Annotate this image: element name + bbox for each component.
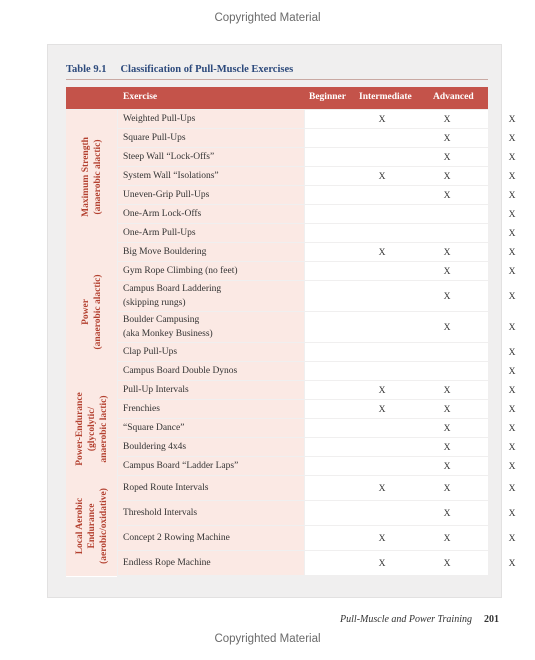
level-cells: [305, 224, 488, 242]
table-row: [117, 381, 516, 400]
table-row: [117, 205, 516, 224]
table-row: [117, 262, 516, 281]
group-label-line: anaerobic lactic): [98, 394, 109, 463]
table-row: [117, 186, 516, 205]
level-cells: [305, 167, 488, 185]
exercise-name: Boulder Campusing: [123, 315, 200, 325]
exercise-cell: [118, 343, 304, 361]
group-label: [80, 274, 104, 349]
beginner-mark: X: [378, 385, 386, 396]
advanced-mark: X: [508, 347, 516, 358]
level-cells: [305, 362, 488, 380]
table-row: [117, 476, 516, 501]
group-label-cell: [66, 476, 117, 577]
table-row: [117, 129, 516, 148]
exercise-name: Campus Board Double Dynos: [123, 366, 238, 376]
table-row: [117, 224, 516, 243]
beginner-mark: X: [378, 558, 386, 569]
intermediate-mark: X: [443, 322, 451, 333]
page-footer: [0, 614, 499, 625]
group-label: [74, 488, 110, 564]
caption-rule: [66, 79, 488, 80]
page-number: 201: [484, 614, 499, 625]
beginner-mark: X: [378, 404, 386, 415]
advanced-mark: X: [508, 404, 516, 415]
intermediate-mark: X: [443, 266, 451, 277]
advanced-mark: X: [508, 209, 516, 220]
table-row: [117, 400, 516, 419]
table-row: [117, 501, 516, 526]
advanced-mark: X: [508, 461, 516, 472]
exercise-cell: [118, 148, 304, 166]
beginner-mark: X: [378, 171, 386, 182]
table-row: [117, 362, 516, 381]
level-cells: [305, 243, 488, 261]
intermediate-mark: X: [443, 291, 451, 302]
exercise-name: Big Move Bouldering: [123, 247, 207, 257]
exercise-cell: [118, 281, 304, 311]
advanced-mark: X: [508, 508, 516, 519]
header-advanced: Advanced: [433, 92, 474, 102]
level-cells: [305, 343, 488, 361]
group-label: [80, 137, 104, 217]
table-row: [117, 438, 516, 457]
exercise-name: “Square Dance”: [123, 423, 185, 433]
intermediate-mark: X: [443, 190, 451, 201]
exercise-cell: [118, 400, 304, 418]
group-label-line: Power: [80, 299, 91, 325]
beginner-mark: X: [378, 247, 386, 258]
group-label-line: (anaerobic alactic): [92, 139, 103, 215]
group-label-cell: [66, 110, 117, 244]
table-row: [117, 281, 516, 312]
group-label-line: (aerobic/oxidative): [98, 488, 109, 564]
group-label-line: (glycolytic/: [86, 406, 97, 451]
exercise-cell: [118, 501, 304, 525]
group-label-cell: [66, 243, 117, 382]
exercise-cell: [118, 224, 304, 242]
level-cells: [305, 262, 488, 280]
table-header-row: [66, 87, 488, 109]
group-label-line: Local Aerobic: [74, 497, 85, 555]
level-cells: [305, 551, 488, 575]
level-cells: [305, 186, 488, 204]
advanced-mark: X: [508, 483, 516, 494]
advanced-mark: X: [508, 114, 516, 125]
exercise-cell: [118, 419, 304, 437]
exercise-cell: [118, 526, 304, 550]
level-cells: [305, 129, 488, 147]
advanced-mark: X: [508, 266, 516, 277]
beginner-mark: X: [378, 114, 386, 125]
intermediate-mark: X: [443, 171, 451, 182]
intermediate-mark: X: [443, 533, 451, 544]
exercise-name: System Wall “Isolations”: [123, 171, 219, 181]
header-exercise: Exercise: [123, 92, 158, 102]
group-label-line: Power-Endurance: [74, 391, 85, 466]
level-cells: [305, 419, 488, 437]
table-row: [117, 312, 516, 343]
advanced-mark: X: [508, 133, 516, 144]
advanced-mark: X: [508, 385, 516, 396]
exercise-name: (skipping rungs): [123, 298, 186, 308]
level-cells: [305, 526, 488, 550]
level-cells: [305, 205, 488, 223]
exercise-cell: [118, 312, 304, 342]
intermediate-mark: X: [443, 404, 451, 415]
advanced-mark: X: [508, 190, 516, 201]
advanced-mark: X: [508, 558, 516, 569]
exercise-cell: [118, 476, 304, 500]
table-row: [117, 526, 516, 551]
header-beginner: Beginner: [309, 92, 346, 102]
exercise-name: Concept 2 Rowing Machine: [123, 533, 230, 543]
exercise-name: Weighted Pull-Ups: [123, 114, 196, 124]
beginner-mark: X: [378, 483, 386, 494]
group-label: [74, 392, 110, 466]
exercise-cell: [118, 551, 304, 575]
intermediate-mark: X: [443, 483, 451, 494]
beginner-mark: X: [378, 533, 386, 544]
intermediate-mark: X: [443, 385, 451, 396]
advanced-mark: X: [508, 442, 516, 453]
level-cells: [305, 110, 488, 128]
level-cells: [305, 400, 488, 418]
table-row: [117, 167, 516, 186]
exercise-cell: [118, 186, 304, 204]
intermediate-mark: X: [443, 114, 451, 125]
level-cells: [305, 148, 488, 166]
copyright-watermark-top: Copyrighted Material: [214, 12, 321, 24]
level-cells: [305, 501, 488, 525]
intermediate-mark: X: [443, 423, 451, 434]
table-row: [117, 110, 516, 129]
table-title: Classification of Pull-Muscle Exercises: [120, 64, 294, 75]
exercise-name: One-Arm Pull-Ups: [123, 228, 196, 238]
advanced-mark: X: [508, 366, 516, 377]
exercise-cell: [118, 262, 304, 280]
level-cells: [305, 312, 488, 342]
table-row: [117, 457, 516, 476]
exercise-name: One-Arm Lock-Offs: [123, 209, 202, 219]
exercise-name: Pull-Up Intervals: [123, 385, 189, 395]
intermediate-mark: X: [443, 508, 451, 519]
level-cells: [305, 457, 488, 475]
group-label-line: (anaerobic alactic): [92, 274, 103, 350]
exercise-name: Campus Board “Ladder Laps”: [123, 461, 239, 471]
exercise-name: Endless Rope Machine: [123, 558, 211, 568]
level-cells: [305, 438, 488, 456]
table-row: [117, 551, 516, 576]
level-cells: [305, 281, 488, 311]
exercise-cell: [118, 438, 304, 456]
exercise-table: [66, 87, 516, 576]
exercise-name: Campus Board Laddering: [123, 284, 222, 294]
exercise-name: Threshold Intervals: [123, 508, 198, 518]
exercise-cell: [118, 110, 304, 128]
exercise-cell: [118, 167, 304, 185]
table-caption: [66, 64, 293, 75]
exercise-name: Square Pull-Ups: [123, 133, 186, 143]
exercise-cell: [118, 381, 304, 399]
advanced-mark: X: [508, 171, 516, 182]
exercise-cell: [118, 205, 304, 223]
level-cells: [305, 476, 488, 500]
intermediate-mark: X: [443, 461, 451, 472]
advanced-mark: X: [508, 291, 516, 302]
exercise-name: Steep Wall “Lock-Offs”: [123, 152, 215, 162]
intermediate-mark: X: [443, 133, 451, 144]
table-row: [117, 243, 516, 262]
header-intermediate: Intermediate: [359, 92, 412, 102]
exercise-name: Clap Pull-Ups: [123, 347, 178, 357]
level-cells: [305, 381, 488, 399]
exercise-cell: [118, 362, 304, 380]
copyright-watermark-bottom: Copyrighted Material: [214, 633, 321, 645]
running-head: Pull-Muscle and Power Training: [340, 614, 472, 625]
advanced-mark: X: [508, 247, 516, 258]
exercise-cell: [118, 243, 304, 261]
advanced-mark: X: [508, 423, 516, 434]
intermediate-mark: X: [443, 152, 451, 163]
advanced-mark: X: [508, 322, 516, 333]
exercise-name: Bouldering 4x4s: [123, 442, 187, 452]
intermediate-mark: X: [443, 442, 451, 453]
exercise-name: Roped Route Intervals: [123, 483, 209, 493]
group-label-line: Endurance: [86, 503, 97, 549]
advanced-mark: X: [508, 228, 516, 239]
exercise-cell: [118, 129, 304, 147]
intermediate-mark: X: [443, 247, 451, 258]
exercise-name: Gym Rope Climbing (no feet): [123, 266, 238, 276]
group-label-cell: [66, 381, 117, 477]
intermediate-mark: X: [443, 558, 451, 569]
table-row: [117, 343, 516, 362]
table-row: [117, 419, 516, 438]
exercise-name: Uneven-Grip Pull-Ups: [123, 190, 210, 200]
table-number: Table 9.1: [66, 64, 107, 75]
exercise-name: (aka Monkey Business): [123, 329, 213, 339]
advanced-mark: X: [508, 152, 516, 163]
table-row: [117, 148, 516, 167]
group-label-line: Maximum Strength: [80, 136, 91, 217]
exercise-name: Frenchies: [123, 404, 160, 414]
exercise-cell: [118, 457, 304, 475]
advanced-mark: X: [508, 533, 516, 544]
